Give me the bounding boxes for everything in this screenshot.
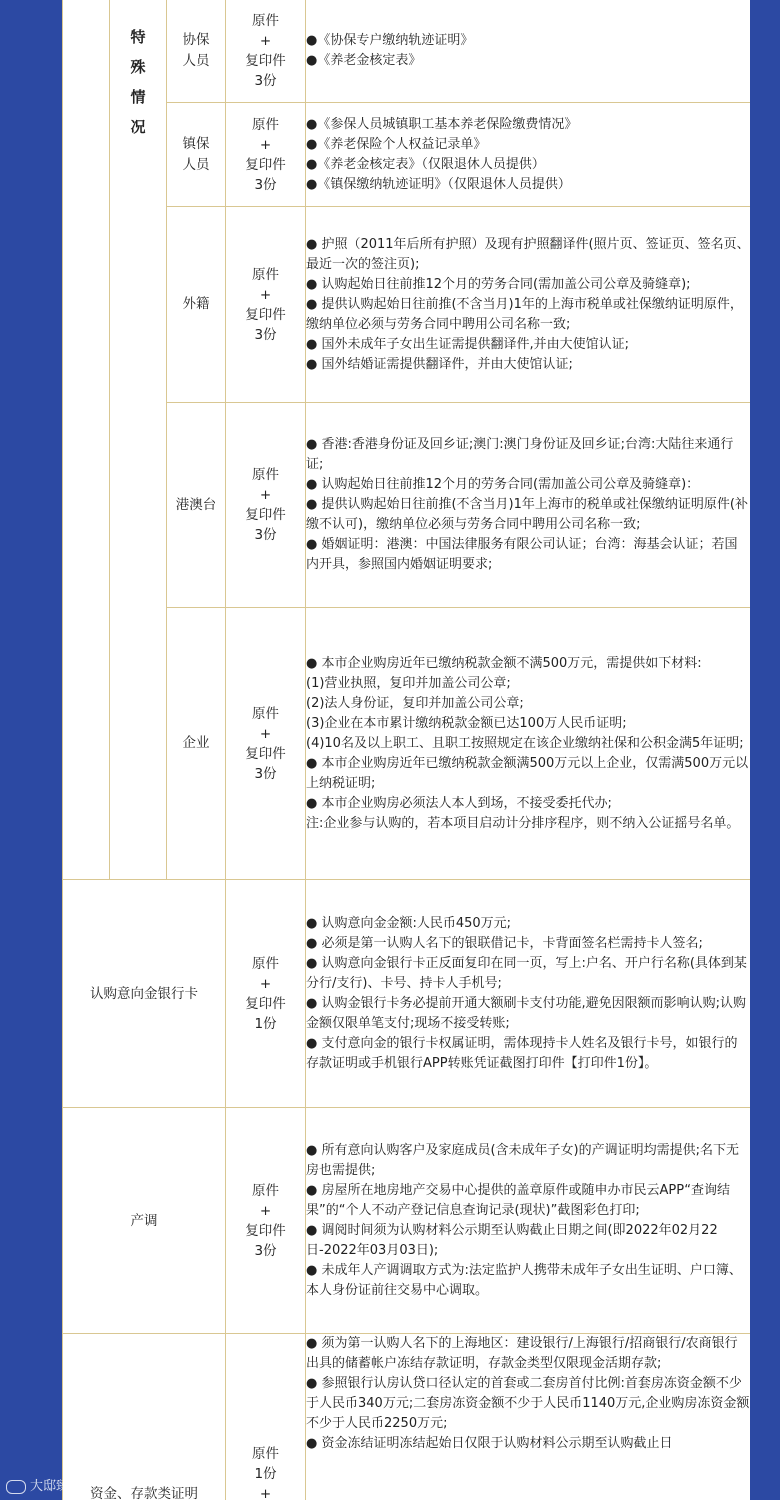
requirement-item: ● 须为第一认购人名下的上海地区：建设银行/上海银行/招商银行/农商银行出具的储蓄帐户冻结存款证明，存款金类型仅限现金活期存款; xyxy=(306,1336,738,1371)
requirements-cell xyxy=(306,1108,751,1334)
copies-cell: 原件 + 复印件 3份 xyxy=(226,0,306,103)
header-char: 殊 xyxy=(130,58,146,76)
requirements-cell xyxy=(306,1334,751,1500)
requirement-item: ● 国外结婚证需提供翻译件，并由大使馆认证; xyxy=(306,356,573,372)
copies-cell: 原件 + 复印件 3份 xyxy=(226,608,306,880)
table-row xyxy=(63,1108,751,1334)
watermark-text: 大邸臻境 xyxy=(30,1479,83,1494)
requirement-item: ●《协保专户缴纳轨迹证明》 xyxy=(306,33,474,48)
category-name: 外籍 xyxy=(167,207,226,403)
requirement-item: ● 认购意向金金额:人民币450万元; xyxy=(306,915,512,931)
requirement-item: ●《镇保缴纳轨迹证明》（仅限退休人员提供） xyxy=(306,176,571,192)
table-row xyxy=(63,880,751,1108)
copies-cell: 原件 + 复印件 1份 xyxy=(226,880,306,1108)
category-name: 协保人员 xyxy=(167,0,226,103)
requirement-item: ● 必须是第一认购人名下的银联借记卡，卡背面签名栏需持卡人签名; xyxy=(306,935,703,951)
requirement-item: ● 资金冻结证明冻结起始日仅限于认购材料公示期至认购截止日 xyxy=(306,1436,673,1451)
table-row xyxy=(63,403,751,608)
requirement-item: (1)营业执照，复印并加盖公司公章; xyxy=(306,675,511,691)
requirement-item: ● 提供认购起始日往前推(不含当月)1年上海市的税单或社保缴纳证明原件(补缴不认可)，缴纳单位必须与劳务合同中聘用公司名称一致; xyxy=(306,497,748,532)
requirement-item: ●《养老金核定表》 xyxy=(306,53,422,68)
table-row xyxy=(63,207,751,403)
left-spacer-cell xyxy=(63,0,110,880)
requirement-item: ●《参保人员城镇职工基本养老保险缴费情况》 xyxy=(306,116,578,132)
header-char: 特 xyxy=(130,28,146,46)
copies-cell: 原件 1份 + xyxy=(226,1334,306,1500)
requirement-item: ● 婚姻证明：港澳：中国法律服务有限公司认证；台湾：海基会认证；若国内开具，参照国内婚姻证明要求; xyxy=(306,537,738,572)
copies-cell: 原件 + 复印件 3份 xyxy=(226,207,306,403)
document-page xyxy=(62,0,750,1500)
requirement-item: ● 支付意向金的银行卡权属证明，需体现持卡人姓名及银行卡号，如银行的存款证明或手机银行APP转账凭证截图打印件【打印件1份】。 xyxy=(306,1035,738,1071)
requirements-cell xyxy=(306,103,751,207)
requirement-item: ● 本市企业购房近年已缴纳税款金额不满500万元，需提供如下材料: xyxy=(306,655,702,671)
requirement-item: ● 认购起始日往前推12个月的劳务合同(需加盖公司公章及骑缝章)： xyxy=(306,477,700,492)
table-row xyxy=(63,103,751,207)
requirement-item: ● 房屋所在地房地产交易中心提供的盖章原件或随申办市民云APP“查询结果”的“个人不动产登记信息查询记录(现状)”截图彩色打印; xyxy=(306,1182,731,1218)
materials-table xyxy=(62,0,750,1500)
watermark xyxy=(6,1475,82,1494)
copies-cell: 原件 + 复印件 3份 xyxy=(226,403,306,608)
header-char: 情 xyxy=(130,88,146,106)
watermark-logo-icon xyxy=(6,1480,26,1494)
requirement-item: ● 认购起始日往前推12个月的劳务合同(需加盖公司公章及骑缝章); xyxy=(306,276,691,292)
requirement-item: ●《养老金核定表》（仅限退休人员提供） xyxy=(306,156,545,172)
requirement-item: ● 香港:香港身份证及回乡证;澳门:澳门身份证及回乡证;台湾:大陆往来通行证; xyxy=(306,437,734,472)
requirement-item: (4)10名及以上职工、且职工按照规定在该企业缴纳社保和公积金满5年证明; xyxy=(306,735,744,751)
category-name: 产调 xyxy=(63,1108,226,1334)
requirement-item: ● 未成年人产调调取方式为:法定监护人携带未成年子女出生证明、户口簿、本人身份证前往交易中心调取。 xyxy=(306,1262,742,1298)
requirements-cell xyxy=(306,880,751,1108)
requirements-cell xyxy=(306,608,751,880)
category-name: 镇保人员 xyxy=(167,103,226,207)
copies-cell: 原件 + 复印件 3份 xyxy=(226,103,306,207)
requirement-item: (2)法人身份证，复印并加盖公司公章; xyxy=(306,695,524,711)
copies-cell: 原件 + 复印件 3份 xyxy=(226,1108,306,1334)
requirement-item: 注:企业参与认购的，若本项目启动计分排序程序，则不纳入公证摇号名单。 xyxy=(306,815,740,831)
special-case-header xyxy=(110,0,167,880)
requirements-cell xyxy=(306,207,751,403)
category-name: 港澳台 xyxy=(167,403,226,608)
requirement-item: ● 调阅时间须为认购材料公示期至认购截止日期之间(即2022年02月22日-2022年03月03日); xyxy=(306,1222,718,1258)
header-char: 况 xyxy=(130,118,146,136)
requirement-item: ●《养老保险个人权益记录单》 xyxy=(306,136,487,152)
requirement-item: ● 本市企业购房必须法人本人到场，不接受委托代办; xyxy=(306,795,612,811)
table-row xyxy=(63,0,751,103)
category-name: 企业 xyxy=(167,608,226,880)
requirement-item: ● 所有意向认购客户及家庭成员(含未成年子女)的产调证明均需提供;名下无房也需提供; xyxy=(306,1142,739,1178)
category-name: 资金、存款类证明 xyxy=(63,1334,226,1500)
requirement-item: ● 认购金银行卡务必提前开通大额刷卡支付功能,避免因限额而影响认购;认购金额仅限单笔支付;现场不接受转账; xyxy=(306,995,746,1031)
requirement-item: ● 护照（2011年后所有护照）及现有护照翻译件(照片页、签证页、签名页、最近一次的签注页); xyxy=(306,236,750,272)
requirement-item: ● 参照银行认房认贷口径认定的首套或二套房首付比例:首套房冻资金额不少于人民币340万元;二套房冻资金额不少于人民币1140万元,企业购房冻资金额不少于人民币2250万元; xyxy=(306,1376,750,1431)
requirements-cell xyxy=(306,403,751,608)
table-row xyxy=(63,1334,751,1500)
requirement-item: ● 国外未成年子女出生证需提供翻译件,并由大使馆认证; xyxy=(306,336,629,352)
category-name: 认购意向金银行卡 xyxy=(63,880,226,1108)
requirement-item: ● 本市企业购房近年已缴纳税款金额满500万元以上企业，仅需满500万元以上纳税证明; xyxy=(306,755,749,791)
requirement-item: ● 提供认购起始日往前推(不含当月)1年的上海市税单或社保缴纳证明原件，缴纳单位必须与劳务合同中聘用公司名称一致; xyxy=(306,296,743,332)
requirement-item: ● 认购意向金银行卡正反面复印在同一页，写上:户名、开户行名称(具体到某分行/支行)、卡号、持卡人手机号; xyxy=(306,955,747,991)
table-row xyxy=(63,608,751,880)
requirement-item: (3)企业在本市累计缴纳税款金额已达100万人民币证明; xyxy=(306,715,627,731)
requirements-cell xyxy=(306,0,751,103)
